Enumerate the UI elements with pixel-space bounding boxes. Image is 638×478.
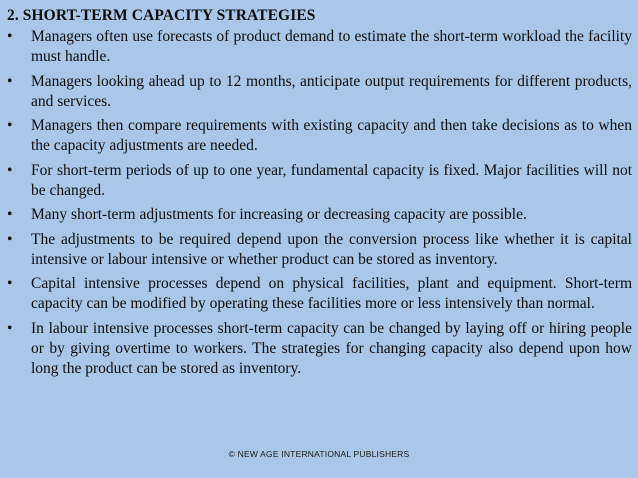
bullet-dot-icon: • bbox=[7, 72, 13, 90]
bullet-item bbox=[7, 274, 632, 314]
bullet-list bbox=[7, 27, 632, 383]
bullet-text: The adjustments to be required depend upon the conversion process like whether it is capital intensive or labour intensive or whether product can be stored as inventory. bbox=[31, 230, 632, 268]
bullet-item bbox=[7, 116, 632, 156]
bullet-dot-icon: • bbox=[7, 275, 13, 292]
footer-copyright: © NEW AGE INTERNATIONAL PUBLISHERS bbox=[228, 449, 410, 459]
bullet-text: Many short-term adjustments for increasing or decreasing capacity are possible. bbox=[31, 206, 527, 223]
bullet-item bbox=[7, 161, 632, 201]
bullet-dot-icon: • bbox=[7, 117, 13, 134]
bullet-item bbox=[7, 230, 632, 270]
slide-title: 2. SHORT-TERM CAPACITY STRATEGIES bbox=[7, 7, 316, 24]
bullet-text: Managers often use forecasts of product demand to estimate the short-term workload the facility must handle. bbox=[31, 28, 632, 65]
bullet-dot-icon: • bbox=[7, 28, 13, 45]
bullet-item bbox=[7, 205, 632, 225]
bullet-text: Managers then compare requirements with existing capacity and then take decisions as to when the capacity adjustments are needed. bbox=[31, 117, 632, 154]
bullet-text: In labour intensive processes short-term capacity can be changed by laying off or hiring people or by giving overtime to workers. The strategies for changing capacity also depend upon how long the product can be stored as inventory. bbox=[31, 319, 632, 377]
bullet-dot-icon: • bbox=[7, 230, 13, 248]
bullet-text: For short-term periods of up to one year, fundamental capacity is fixed. Major facilities will not be changed. bbox=[31, 161, 632, 199]
bullet-dot-icon: • bbox=[7, 319, 13, 337]
bullet-item bbox=[7, 27, 632, 67]
bullet-text: Capital intensive processes depend on physical facilities, plant and equipment. Short-term capacity can be modified by operating these facilities more or less intensively than normal. bbox=[31, 275, 632, 312]
bullet-dot-icon: • bbox=[7, 206, 13, 223]
bullet-item bbox=[7, 72, 632, 112]
bullet-text: Managers looking ahead up to 12 months, anticipate output requirements for different products, and services. bbox=[31, 72, 632, 110]
bullet-item bbox=[7, 319, 632, 379]
bullet-dot-icon: • bbox=[7, 161, 13, 179]
